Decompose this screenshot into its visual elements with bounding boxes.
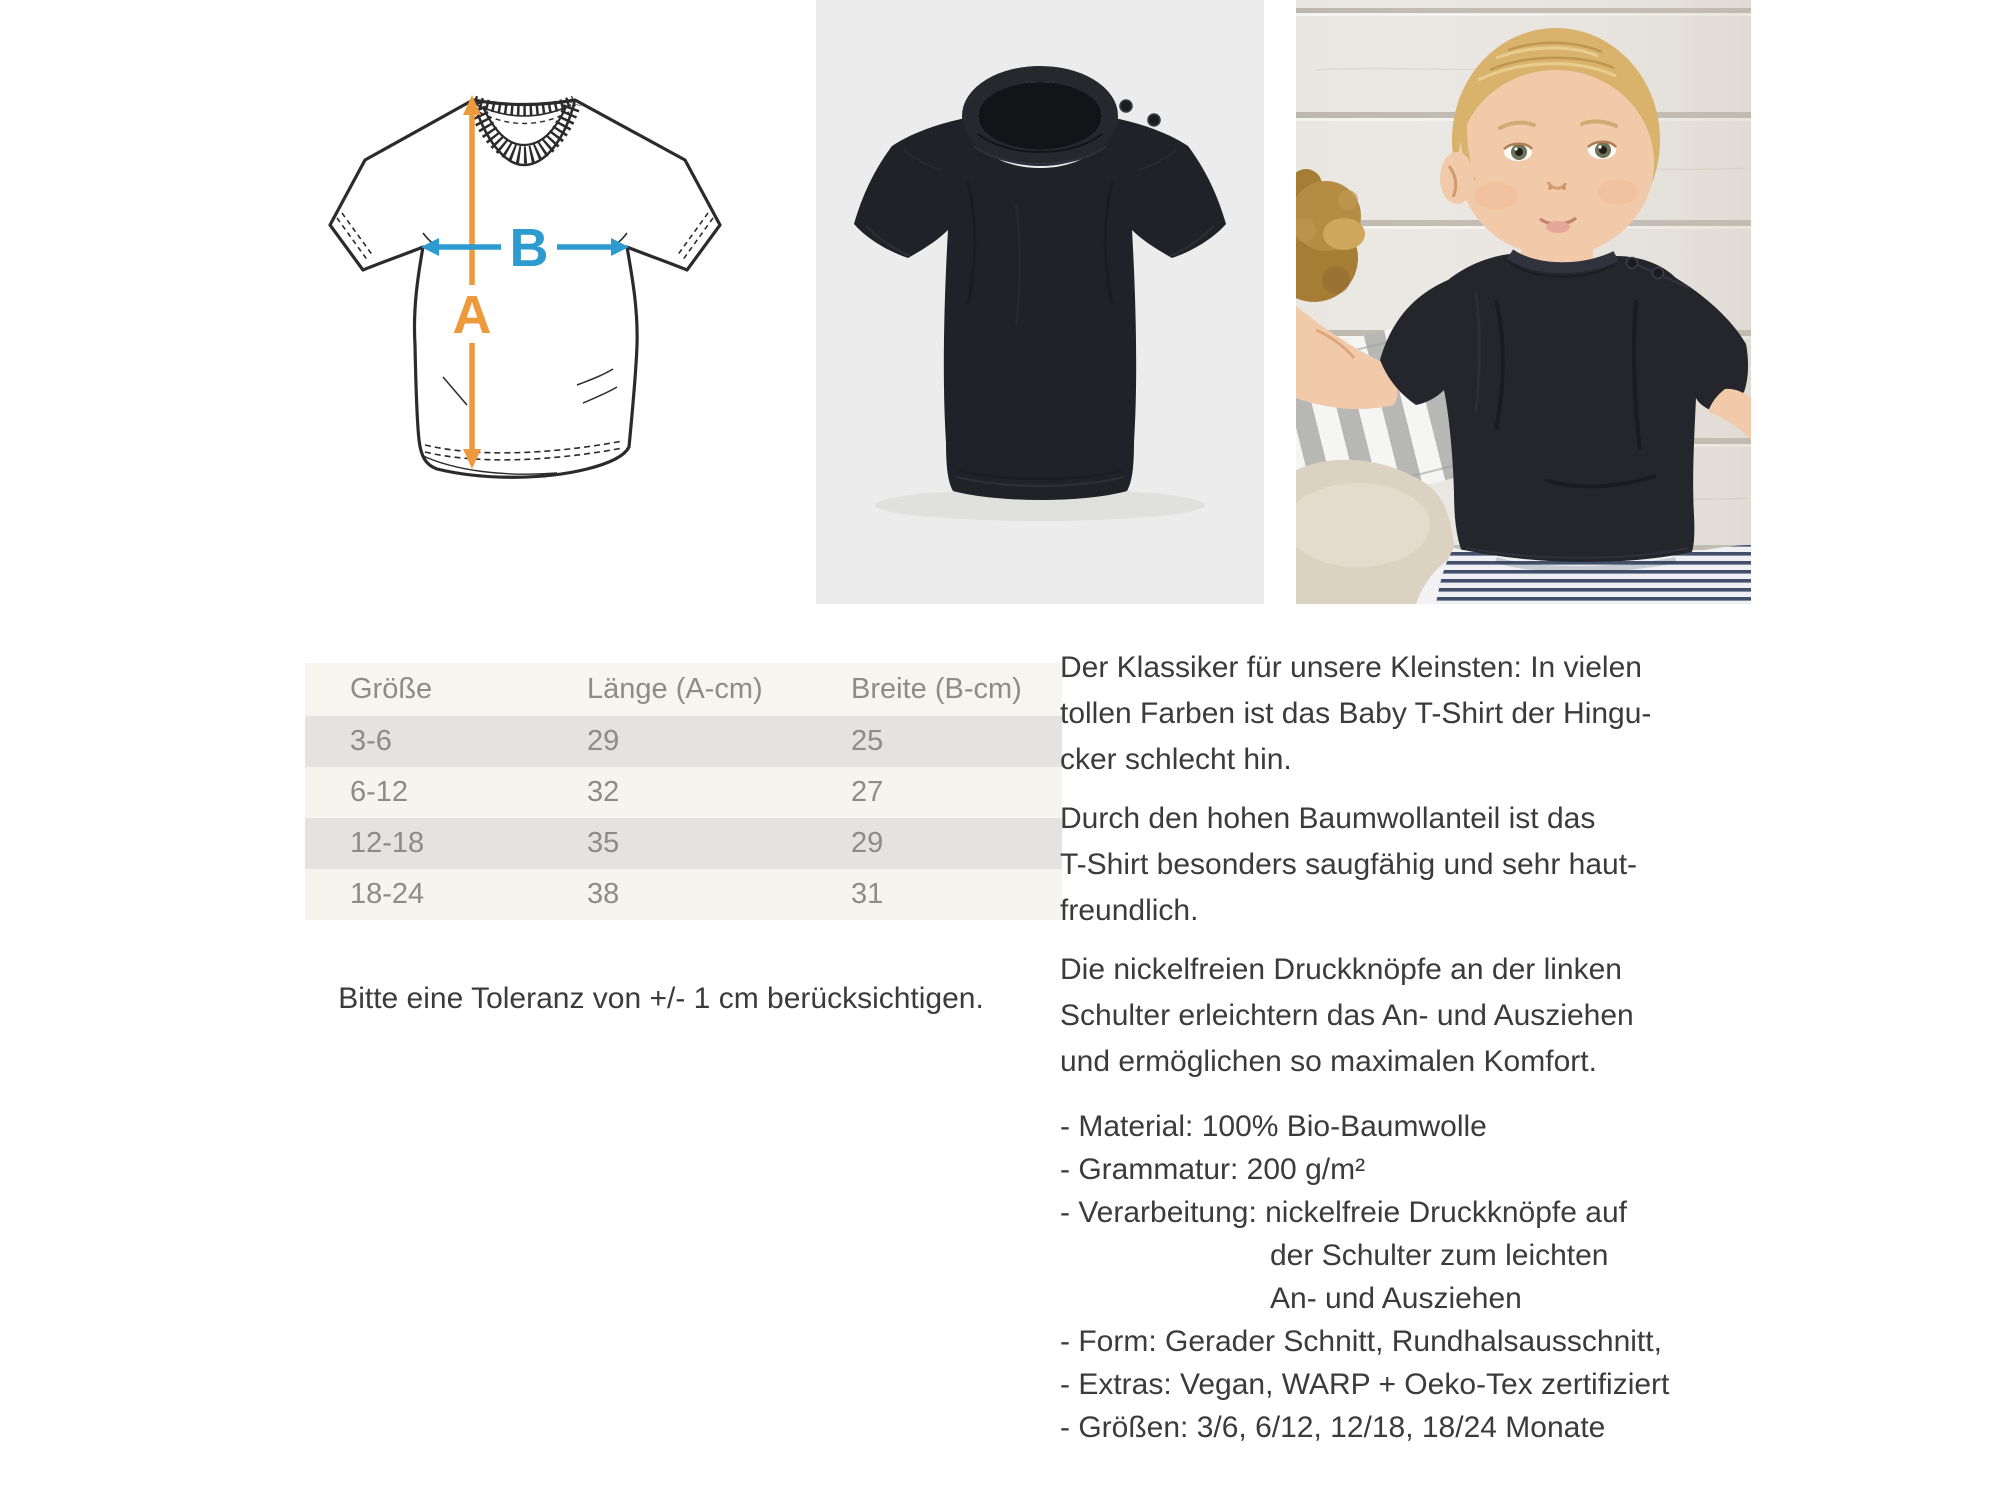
nostril bbox=[1562, 186, 1566, 190]
snap-button bbox=[1627, 258, 1638, 269]
spec-line: - Extras: Vegan, WARP + Oeko-Tex zertifiziert bbox=[1060, 1368, 1670, 1401]
cheek bbox=[1598, 179, 1638, 205]
tshirt-line-drawing bbox=[325, 85, 725, 495]
spec-line: der Schulter zum leichten bbox=[1270, 1239, 1609, 1272]
description-paragraph: Der Klassiker für unsere Kleinsten: In vielen tollen Farben ist das Baby T-Shirt der Hingu- cker schlecht hin. bbox=[1060, 651, 1652, 776]
tshirt-measurement-diagram bbox=[325, 85, 725, 495]
description-paragraph: Durch den hohen Baumwollanteil ist das T-Shirt besonders saugfähig und sehr haut- freundlich. bbox=[1060, 802, 1638, 927]
size-row: 18-24 38 31 bbox=[305, 869, 1062, 920]
baby-model-photo bbox=[1296, 0, 1751, 604]
size-row: 3-6 29 25 bbox=[305, 716, 1062, 767]
length-label: A bbox=[452, 285, 492, 345]
spec-line: - Verarbeitung: nickelfreie Druckknöpfe auf bbox=[1060, 1196, 1627, 1229]
flat-tshirt-photo bbox=[816, 0, 1264, 604]
ear bbox=[1440, 152, 1474, 204]
nostril bbox=[1548, 186, 1552, 190]
column-header: Länge (A-cm) bbox=[587, 663, 851, 716]
baby-wearing-tshirt bbox=[1296, 0, 1751, 604]
spec-line: - Grammatur: 200 g/m² bbox=[1060, 1153, 1366, 1186]
tolerance-note: Bitte eine Toleranz von +/- 1 cm berücksichtigen. bbox=[338, 982, 984, 1015]
description-paragraph: Die nickelfreien Druckknöpfe an der linken Schulter erleichtern das An- und Ausziehen und ermöglichen so maximalen Komfort. bbox=[1060, 953, 1634, 1078]
snap-button bbox=[1120, 100, 1132, 112]
size-table bbox=[305, 663, 1062, 920]
spec-line: - Größen: 3/6, 6/12, 12/18, 18/24 Monate bbox=[1060, 1411, 1606, 1444]
snap-button bbox=[1653, 268, 1664, 279]
collar-opening bbox=[978, 82, 1102, 150]
black-baby-tshirt bbox=[816, 0, 1264, 604]
product-description bbox=[1060, 645, 1760, 1449]
spec-line: - Material: 100% Bio-Baumwolle bbox=[1060, 1110, 1487, 1143]
column-header: Größe bbox=[305, 663, 587, 716]
size-row: 12-18 35 29 bbox=[305, 818, 1062, 869]
size-row: 6-12 32 27 bbox=[305, 767, 1062, 818]
spec-line: - Form: Gerader Schnitt, Rundhalsausschnitt, bbox=[1060, 1325, 1662, 1358]
column-header: Breite (B-cm) bbox=[851, 663, 1062, 716]
description-paragraphs bbox=[1060, 645, 1760, 1085]
cheek bbox=[1474, 182, 1518, 210]
spec-list bbox=[1060, 1105, 1760, 1449]
size-table-header-row bbox=[305, 663, 1062, 716]
size-table-body bbox=[305, 716, 1062, 920]
spec-line: An- und Ausziehen bbox=[1270, 1282, 1522, 1315]
width-label: B bbox=[509, 218, 549, 278]
lower-lip bbox=[1546, 221, 1570, 233]
snap-button bbox=[1148, 114, 1160, 126]
